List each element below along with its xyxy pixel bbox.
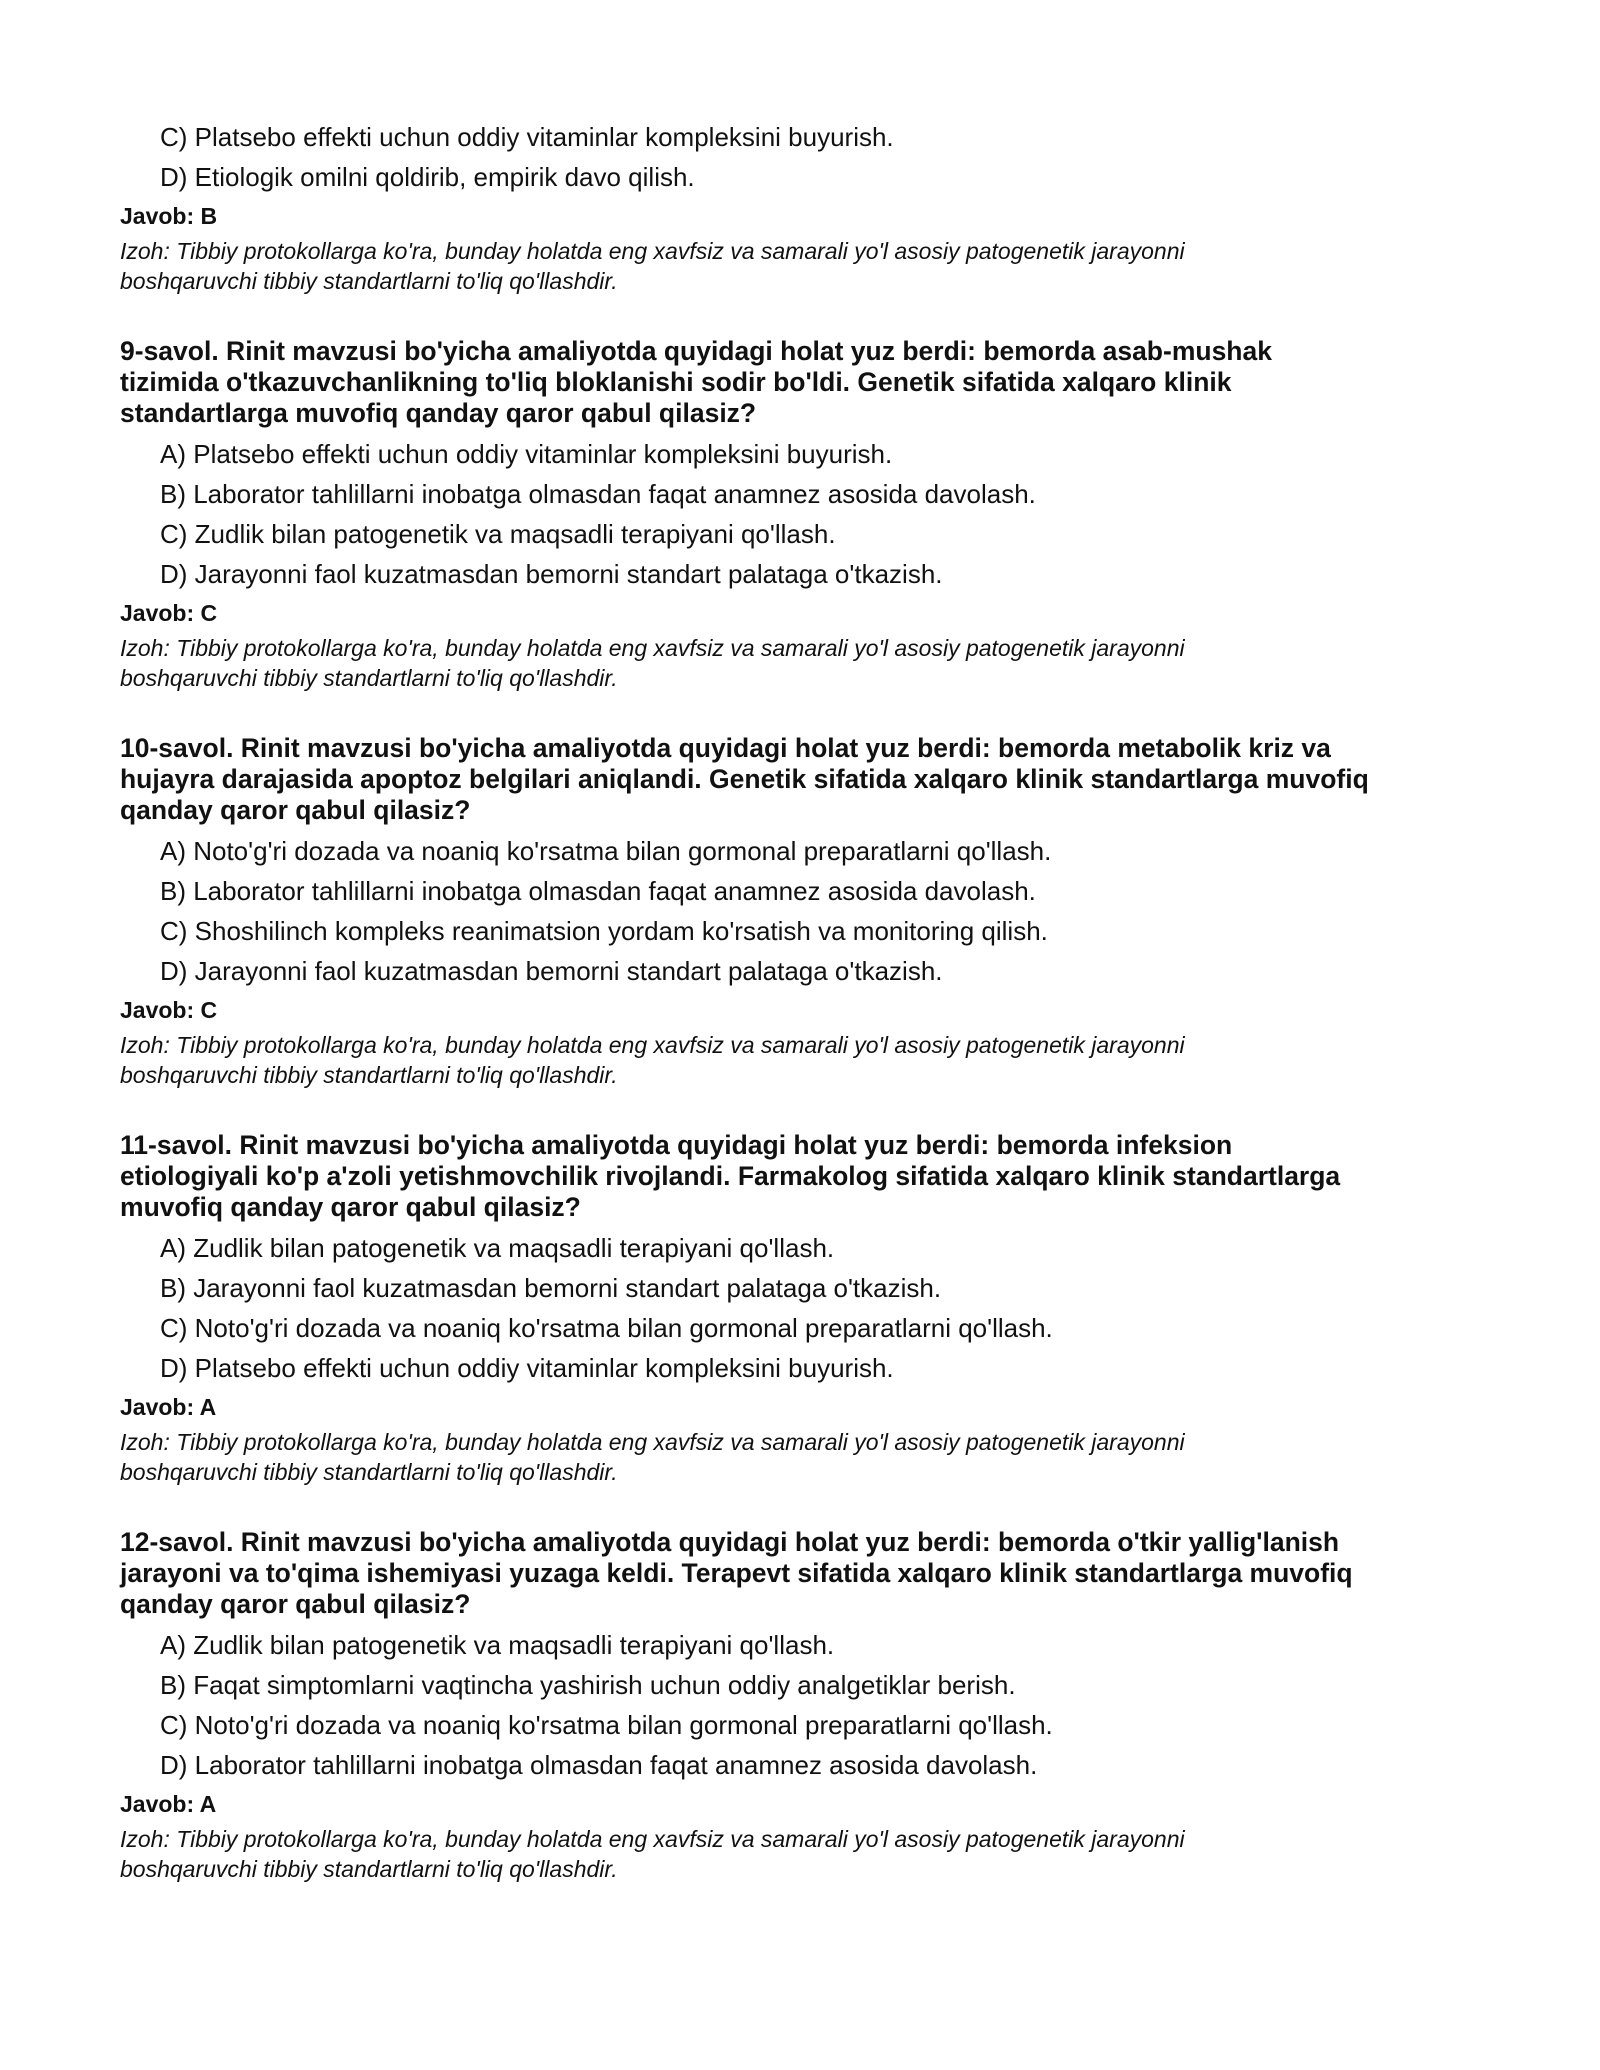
question-12 xyxy=(120,1527,1500,1884)
option-b: B) Laborator tahlillarni inobatga olmasdan faqat anamnez asosida davolash. xyxy=(160,876,1036,906)
question-title xyxy=(120,336,1500,429)
note-line: Izoh: Tibbiy protokollarga ko'ra, bunday holatda eng xavfsiz va samarali yo'l asosiy patogenetik jarayonni xyxy=(120,1032,1185,1058)
explanation-note xyxy=(120,633,1500,693)
note-line: boshqaruvchi tibbiy standartlarni to'liq qo'llashdir. xyxy=(120,268,618,294)
option-c: C) Shoshilinch kompleks reanimatsion yordam ko'rsatish va monitoring qilish. xyxy=(160,916,1048,946)
question-8-tail xyxy=(120,122,1500,296)
option-d: D) Jarayonni faol kuzatmasdan bemorni standart palataga o'tkazish. xyxy=(160,559,943,589)
option-a: A) Noto'g'ri dozada va noaniq ko'rsatma bilan gormonal preparatlarni qo'llash. xyxy=(160,836,1052,866)
question-title xyxy=(120,733,1500,826)
question-title-line: 10-savol. Rinit mavzusi bo'yicha amaliyotda quyidagi holat yuz berdi: bemorda metabolik kriz va xyxy=(120,733,1331,763)
option-d: D) Platsebo effekti uchun oddiy vitaminlar kompleksini buyurish. xyxy=(160,1353,894,1383)
question-title-line: jarayoni va to'qima ishemiyasi yuzaga keldi. Terapevt sifatida xalqaro klinik standartlarga muvofiq xyxy=(120,1558,1353,1588)
note-line: boshqaruvchi tibbiy standartlarni to'liq qo'llashdir. xyxy=(120,665,618,691)
answer-label: Javob: C xyxy=(120,997,218,1023)
note-line: Izoh: Tibbiy protokollarga ko'ra, bunday holatda eng xavfsiz va samarali yo'l asosiy patogenetik jarayonni xyxy=(120,635,1185,661)
question-10 xyxy=(120,733,1500,1090)
explanation-note xyxy=(120,236,1500,296)
question-title-line: hujayra darajasida apoptoz belgilari aniqlandi. Genetik sifatida xalqaro klinik standartlarga muvofiq xyxy=(120,764,1369,794)
note-line: Izoh: Tibbiy protokollarga ko'ra, bunday holatda eng xavfsiz va samarali yo'l asosiy patogenetik jarayonni xyxy=(120,238,1185,264)
question-title-line: 11-savol. Rinit mavzusi bo'yicha amaliyotda quyidagi holat yuz berdi: bemorda infeksion xyxy=(120,1130,1233,1160)
question-9 xyxy=(120,336,1500,693)
note-line: Izoh: Tibbiy protokollarga ko'ra, bunday holatda eng xavfsiz va samarali yo'l asosiy patogenetik jarayonni xyxy=(120,1429,1185,1455)
answer-label: Javob: C xyxy=(120,600,218,626)
option-d: D) Jarayonni faol kuzatmasdan bemorni standart palataga o'tkazish. xyxy=(160,956,943,986)
option-b: B) Laborator tahlillarni inobatga olmasdan faqat anamnez asosida davolash. xyxy=(160,479,1036,509)
answer-label: Javob: A xyxy=(120,1394,217,1420)
option-a: A) Zudlik bilan patogenetik va maqsadli terapiyani qo'llash. xyxy=(160,1630,835,1660)
question-title-line: 9-savol. Rinit mavzusi bo'yicha amaliyotda quyidagi holat yuz berdi: bemorda asab-mushak xyxy=(120,336,1272,366)
question-title-line: tizimida o'tkazuvchanlikning to'liq bloklanishi sodir bo'ldi. Genetik sifatida xalqaro klinik xyxy=(120,367,1232,397)
explanation-note xyxy=(120,1030,1500,1090)
option-b: B) Jarayonni faol kuzatmasdan bemorni standart palataga o'tkazish. xyxy=(160,1273,942,1303)
option-d: D) Laborator tahlillarni inobatga olmasdan faqat anamnez asosida davolash. xyxy=(160,1750,1038,1780)
option-b: B) Faqat simptomlarni vaqtincha yashirish uchun oddiy analgetiklar berish. xyxy=(160,1670,1016,1700)
answer-label: Javob: A xyxy=(120,1791,217,1817)
option-d: D) Etiologik omilni qoldirib, empirik davo qilish. xyxy=(160,162,695,192)
note-line: boshqaruvchi tibbiy standartlarni to'liq qo'llashdir. xyxy=(120,1062,618,1088)
question-11 xyxy=(120,1130,1500,1487)
option-c: C) Noto'g'ri dozada va noaniq ko'rsatma bilan gormonal preparatlarni qo'llash. xyxy=(160,1313,1053,1343)
option-c: C) Noto'g'ri dozada va noaniq ko'rsatma bilan gormonal preparatlarni qo'llash. xyxy=(160,1710,1053,1740)
document-page xyxy=(120,122,1500,1884)
question-title-line: standartlarga muvofiq qanday qaror qabul qilasiz? xyxy=(120,398,757,428)
question-title-line: qanday qaror qabul qilasiz? xyxy=(120,1589,471,1619)
question-title-line: qanday qaror qabul qilasiz? xyxy=(120,795,471,825)
explanation-note xyxy=(120,1427,1500,1487)
option-a: A) Zudlik bilan patogenetik va maqsadli terapiyani qo'llash. xyxy=(160,1233,835,1263)
question-title-line: muvofiq qanday qaror qabul qilasiz? xyxy=(120,1192,581,1222)
note-line: boshqaruvchi tibbiy standartlarni to'liq qo'llashdir. xyxy=(120,1856,618,1882)
question-title-line: 12-savol. Rinit mavzusi bo'yicha amaliyotda quyidagi holat yuz berdi: bemorda o'tkir yallig'lanish xyxy=(120,1527,1340,1557)
question-title xyxy=(120,1130,1500,1223)
question-title-line: etiologiyali ko'p a'zoli yetishmovchilik rivojlandi. Farmakolog sifatida xalqaro klinik standartlarga xyxy=(120,1161,1341,1191)
option-a: A) Platsebo effekti uchun oddiy vitaminlar kompleksini buyurish. xyxy=(160,439,893,469)
note-line: boshqaruvchi tibbiy standartlarni to'liq qo'llashdir. xyxy=(120,1459,618,1485)
explanation-note xyxy=(120,1824,1500,1884)
option-c: C) Platsebo effekti uchun oddiy vitaminlar kompleksini buyurish. xyxy=(160,122,894,152)
option-c: C) Zudlik bilan patogenetik va maqsadli terapiyani qo'llash. xyxy=(160,519,836,549)
answer-label: Javob: B xyxy=(120,203,218,229)
question-title xyxy=(120,1527,1500,1620)
note-line: Izoh: Tibbiy protokollarga ko'ra, bunday holatda eng xavfsiz va samarali yo'l asosiy patogenetik jarayonni xyxy=(120,1826,1185,1852)
